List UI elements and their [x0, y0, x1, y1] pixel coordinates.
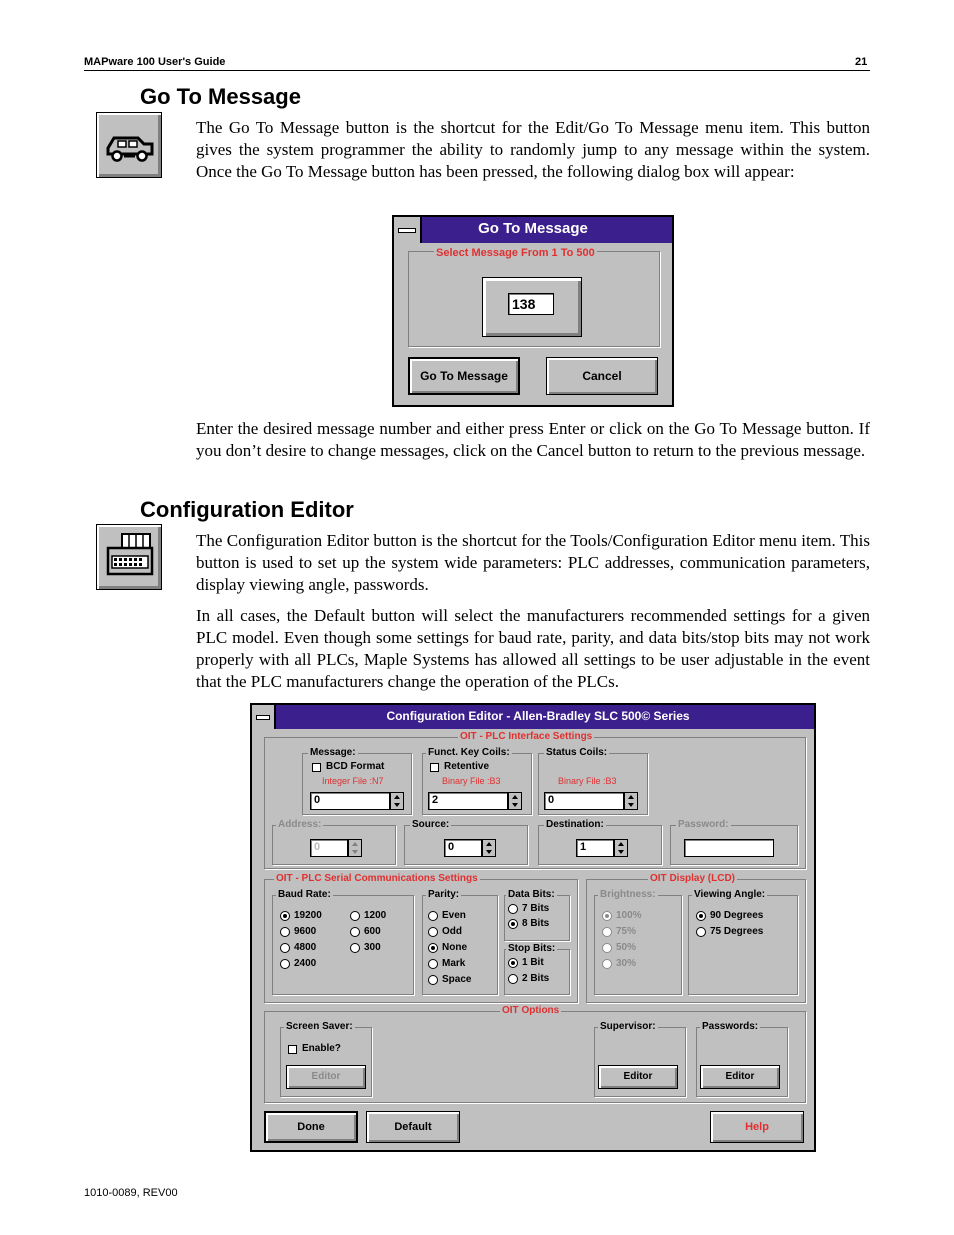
message-number-input[interactable]: 138: [508, 293, 554, 315]
screen-saver-editor-button[interactable]: Editor: [286, 1065, 366, 1089]
viewing-90-label: 90 Degrees: [710, 910, 764, 921]
parity-mark-radio[interactable]: [428, 959, 438, 969]
oit-options-label: OIT Options: [502, 1005, 560, 1016]
stop-bits-2-radio[interactable]: [508, 974, 518, 984]
address-input[interactable]: 0: [310, 839, 348, 857]
address-label: Address:: [278, 819, 322, 830]
baud-19200-label: 19200: [294, 910, 322, 921]
bcd-format-label: BCD Format: [326, 761, 385, 772]
brightness-100-label: 100%: [616, 910, 642, 921]
baud-600-label: 600: [364, 926, 381, 937]
data-bits-7-radio[interactable]: [508, 904, 518, 914]
baud-1200-label: 1200: [364, 910, 387, 921]
go-to-message-dialog: [392, 215, 674, 407]
page-number: 21: [855, 56, 868, 68]
stop-bits-1-label: 1 Bit: [522, 957, 544, 968]
document-id-footer: 1010-0089, REV00: [84, 1187, 178, 1199]
baud-19200-radio[interactable]: [280, 911, 290, 921]
viewing-90-radio[interactable]: [696, 911, 706, 921]
parity-even-label: Even: [442, 910, 466, 921]
go-to-message-description: The Go To Message button is the shortcut for the Edit/Go To Message menu item. This button gives the system programmer the ability to randomly jump to any message within the system. Once the Go To Message button has been pressed, the following dialog box will appear:: [196, 118, 870, 181]
brightness-label: Brightness:: [600, 889, 656, 900]
parity-even-radio[interactable]: [428, 911, 438, 921]
source-spinner[interactable]: [482, 839, 496, 857]
function-key-coils-spinner[interactable]: [508, 792, 522, 810]
supervisor-label: Supervisor:: [600, 1021, 656, 1032]
baud-600-radio[interactable]: [350, 927, 360, 937]
source-input[interactable]: 0: [444, 839, 482, 857]
keyboard-panel-icon[interactable]: [96, 524, 162, 590]
stop-bits-label: Stop Bits:: [508, 943, 556, 954]
brightness-50-label: 50%: [616, 942, 637, 953]
bcd-format-checkbox[interactable]: [312, 763, 321, 772]
parity-odd-label: Odd: [442, 926, 462, 937]
destination-input[interactable]: 1: [576, 839, 614, 857]
dialog-titlebar: [252, 705, 814, 729]
go-to-message-instructions: Enter the desired message number and either press Enter or click on the Go To Message button. If you don’t desire to change messages, click on the Cancel button to return to the previous message.: [196, 419, 870, 460]
baud-2400-radio[interactable]: [280, 959, 290, 969]
baud-4800-radio[interactable]: [280, 943, 290, 953]
help-button[interactable]: Help: [710, 1111, 804, 1143]
car-icon[interactable]: [96, 112, 162, 178]
message-label: Message:: [310, 747, 356, 758]
baud-300-label: 300: [364, 942, 381, 953]
baud-2400-label: 2400: [294, 958, 317, 969]
viewing-75-radio[interactable]: [696, 927, 706, 937]
data-bits-label: Data Bits:: [508, 889, 555, 900]
message-address-spinner[interactable]: [390, 792, 404, 810]
plc-interface-group-label: OIT - PLC Interface Settings: [460, 731, 593, 742]
baud-300-radio[interactable]: [350, 943, 360, 953]
parity-mark-label: Mark: [442, 958, 466, 969]
supervisor-editor-button[interactable]: Editor: [598, 1065, 678, 1089]
configuration-editor-dialog: [250, 703, 816, 1152]
section-heading-configuration-editor: Configuration Editor: [140, 497, 354, 522]
data-bits-8-label: 8 Bits: [522, 918, 550, 929]
parity-odd-radio[interactable]: [428, 927, 438, 937]
viewing-75-label: 75 Degrees: [710, 926, 764, 937]
destination-label: Destination:: [546, 819, 604, 830]
screen-saver-enable-label: Enable?: [302, 1043, 341, 1054]
address-spinner[interactable]: [348, 839, 362, 857]
message-range-label: Select Message From 1 To 500: [436, 247, 595, 259]
default-button-explanation: In all cases, the Default button will select the manufacturers recommended settings for a given PLC model. Even though some settings for baud rate, parity, and data bits/stop bits may not work properly with all PLCs, Maple Systems has allowed all settings to be user adjustable in the event that the PLC manufacturers change the operation of the PLCs.: [196, 606, 870, 691]
message-address-input[interactable]: 0: [310, 792, 390, 810]
brightness-30-radio[interactable]: [602, 959, 612, 969]
go-to-message-cancel-button[interactable]: Cancel: [546, 357, 658, 395]
viewing-angle-label: Viewing Angle:: [694, 889, 766, 900]
baud-4800-label: 4800: [294, 942, 317, 953]
brightness-30-label: 30%: [616, 958, 637, 969]
dialog-title: Go To Message: [478, 220, 588, 237]
status-coils-spinner[interactable]: [624, 792, 638, 810]
configuration-editor-description: The Configuration Editor button is the shortcut for the Tools/Configuration Editor menu item. This button is used to set up the system wide parameters: PLC addresses, communication parameters, display viewing angle, passwords.: [196, 531, 870, 594]
parity-space-label: Space: [442, 974, 472, 985]
done-button[interactable]: Done: [264, 1111, 358, 1143]
screen-saver-enable-checkbox[interactable]: [288, 1045, 297, 1054]
retentive-checkbox[interactable]: [430, 763, 439, 772]
status-coils-file-label: Binary File :B3: [558, 776, 617, 786]
screen-saver-label: Screen Saver:: [286, 1021, 353, 1032]
system-menu-button[interactable]: [394, 217, 422, 243]
go-to-message-ok-button[interactable]: Go To Message: [408, 357, 520, 395]
message-file-label: Integer File :N7: [322, 776, 384, 786]
display-group-label: OIT Display (LCD): [650, 873, 736, 884]
baud-9600-radio[interactable]: [280, 927, 290, 937]
dialog-title: Configuration Editor - Allen-Bradley SLC 500© Series: [386, 709, 690, 723]
baud-9600-label: 9600: [294, 926, 317, 937]
stop-bits-2-label: 2 Bits: [522, 973, 550, 984]
running-header-title: MAPware 100 User's Guide: [84, 56, 226, 68]
data-bits-7-label: 7 Bits: [522, 903, 550, 914]
status-coils-label: Status Coils:: [546, 747, 608, 758]
serial-communications-label: OIT - PLC Serial Communications Settings: [276, 873, 478, 884]
function-key-coils-label: Funct. Key Coils:: [428, 747, 510, 758]
stop-bits-1-radio[interactable]: [508, 958, 518, 968]
status-coils-input[interactable]: 0: [544, 792, 624, 810]
parity-space-radio[interactable]: [428, 975, 438, 985]
function-key-coils-input[interactable]: 2: [428, 792, 508, 810]
retentive-label: Retentive: [444, 761, 490, 772]
brightness-100-radio[interactable]: [602, 911, 612, 921]
parity-label: Parity:: [428, 889, 460, 900]
stop-bits-group: [504, 949, 570, 995]
passwords-editor-button[interactable]: Editor: [700, 1065, 780, 1089]
section-heading-go-to-message: Go To Message: [140, 84, 301, 109]
source-label: Source:: [412, 819, 450, 830]
data-bits-8-radio[interactable]: [508, 919, 518, 929]
password-label: Password:: [678, 819, 729, 830]
baud-rate-label: Baud Rate:: [278, 889, 331, 900]
password-input[interactable]: [684, 839, 774, 857]
parity-none-label: None: [442, 942, 467, 953]
baud-1200-radio[interactable]: [350, 911, 360, 921]
header-rule: [84, 70, 870, 71]
system-menu-button[interactable]: [252, 705, 276, 729]
brightness-75-radio[interactable]: [602, 927, 612, 937]
parity-none-radio[interactable]: [428, 943, 438, 953]
dialog-titlebar: [394, 217, 672, 243]
default-button[interactable]: Default: [366, 1111, 460, 1143]
brightness-75-label: 75%: [616, 926, 637, 937]
destination-spinner[interactable]: [614, 839, 628, 857]
brightness-50-radio[interactable]: [602, 943, 612, 953]
passwords-label: Passwords:: [702, 1021, 759, 1032]
function-key-file-label: Binary File :B3: [442, 776, 501, 786]
